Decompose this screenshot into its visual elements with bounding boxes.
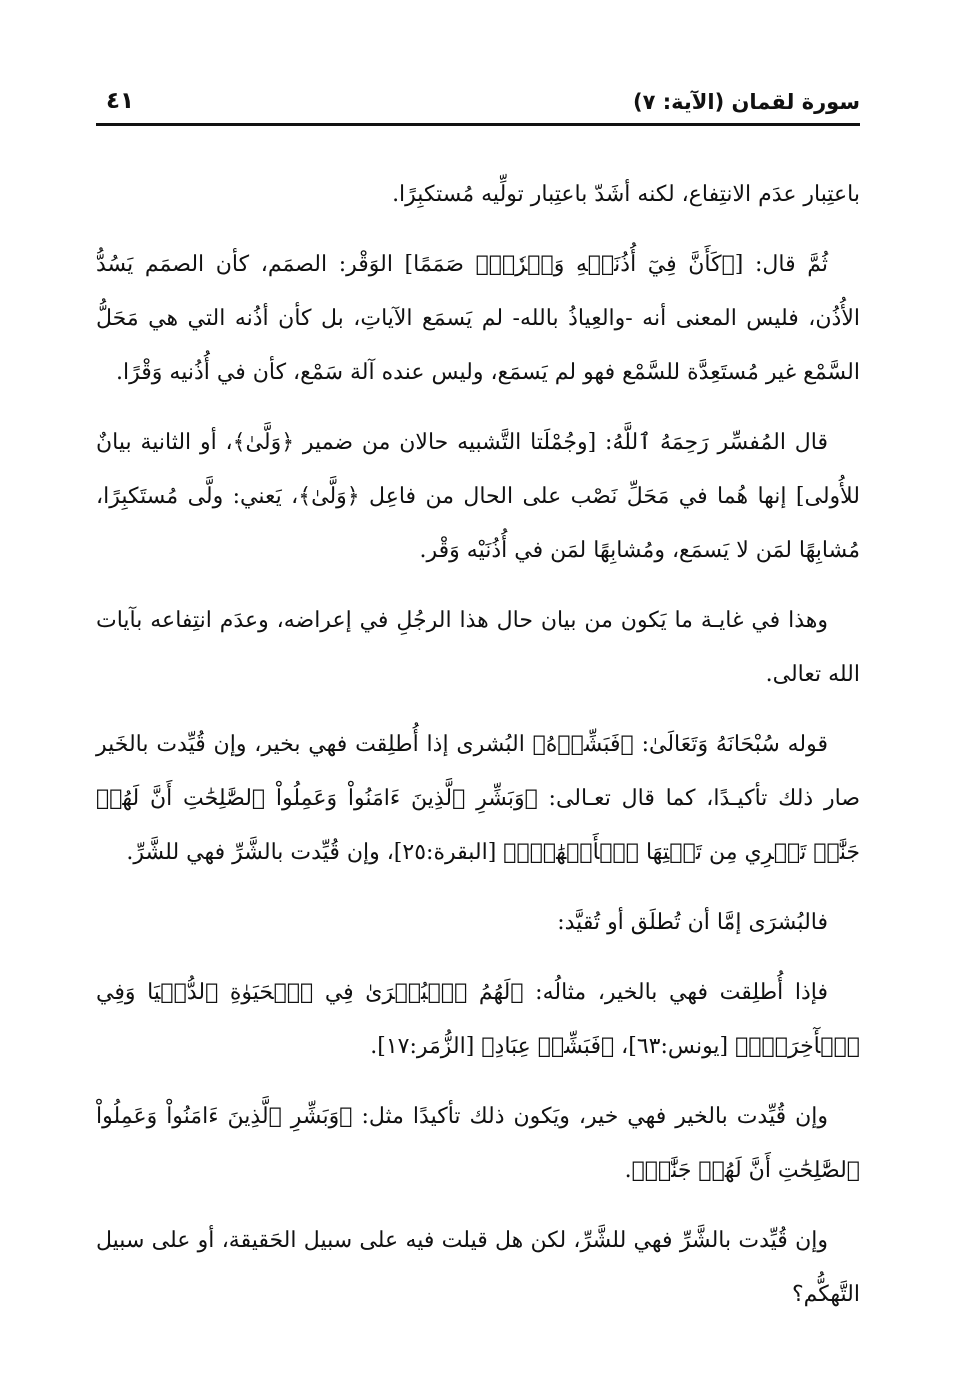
paragraph: وإن قُيِّدت بالشَّرِّ فهي للشَّرِّ، لكن هل قيلت فيه على سبيل الحَقيقة، أو على سبيل التَّهكُّم؟ — [96, 1228, 860, 1307]
paragraph: ثُمَّ قال: [﴿كَأَنَّ فِيٓ أُذُنَيۡهِ وَقۡرٗاۖ﴾ صَمَمًا] الوَقْر: الصمَم، كأن الصمَم يَسُدُّ الأُذُن، فليس المعنى أنه -والعِياذُ بالله- لم يَسمَع الآياتِ، بل كأن أذُنه التي هي مَحَلُّ السَّمْع غير مُستَعِدَّة للسَّمْع فهو لم يَسمَع، وليس عنده آلة سَمْع، كأن في أُذُنيه وَقْرًا. — [96, 252, 860, 385]
paragraph: وإن قُيِّدت بالخير فهي خير، ويَكون ذلك تأكيدًا مثل: ﴿وَبَشِّرِ ٱلَّذِينَ ءَامَنُواْ وَعَمِلُواْ ٱلصَّٰلِحَٰتِ أَنَّ لَهُمۡ جَنَّٰتٖ﴾. — [96, 1104, 860, 1183]
body-text — [96, 168, 860, 1338]
paragraph: فإذا أُطلِقت فهي بالخير، مثالُه: ﴿لَهُمُ ٱلۡبُشۡرَىٰ فِي ٱلۡحَيَوٰةِ ٱلدُّنۡيَا وَفِي ٱلۡأٓخِرَةِۚ﴾ [يونس:٦٣]، ﴿فَبَشِّرۡ عِبَادِ﴾ [الزُّمَر:١٧]. — [96, 980, 860, 1059]
page-number: ٤١ — [106, 88, 135, 114]
running-title: سورة لقمان (الآية: ٧) — [632, 90, 860, 114]
paragraph: قوله سُبْحَانَهُ وَتَعَالَىٰ: ﴿فَبَشِّرۡهُ﴾ البُشرى إذا أُطلِقت فهي بخير، وإن قُيِّدت بالخَير صار ذلك تأكيـدًا، كما قال تعـالى: ﴿وَبَشِّرِ ٱلَّذِينَ ءَامَنُواْ وَعَمِلُواْ ٱلصَّٰلِحَٰتِ أَنَّ لَهُمۡ جَنَّٰتٖ تَجۡرِي مِن تَحۡتِهَا ٱلۡأَنۡهَٰرُۖ﴾ [البقرة:٢٥]، وإن قُيِّدت بالشَّرِّ فهي للشَّرِّ. — [96, 732, 860, 865]
paragraph: فالبُشرَى إمَّا أن تُطلَق أو تُقيَّد: — [557, 910, 828, 935]
header-rule — [96, 123, 860, 126]
paragraph: وهذا في غايـة ما يَكون من بيان حال هذا الرجُلِ في إعراضه، وعدَم انتِفاعه بآيات الله تعالى. — [96, 608, 860, 687]
paragraph: قال المُفسِّر رَحِمَهُ ٱللَّهُ: [وجُمْلَتا التَّشبيه حالان من ضمير ﴿وَلَّىٰ﴾، أو الثانية بيانٌ للأُولى] إنها هُما في مَحَلِّ نَصْب على الحال من فاعِل ﴿وَلَّىٰ﴾، يَعني: ولَّى مُستَكبِرًا، مُشابِهًا لمَن لا يَسمَع، ومُشابِهًا لمَن في أُذُنَيْه وَقْر. — [96, 430, 860, 563]
paragraph: باعتِبار عدَم الانتِفاع، لكنه أشَدّ باعتِبار تولِّيه مُستكبِرًا. — [392, 182, 860, 207]
page-header — [96, 86, 860, 122]
